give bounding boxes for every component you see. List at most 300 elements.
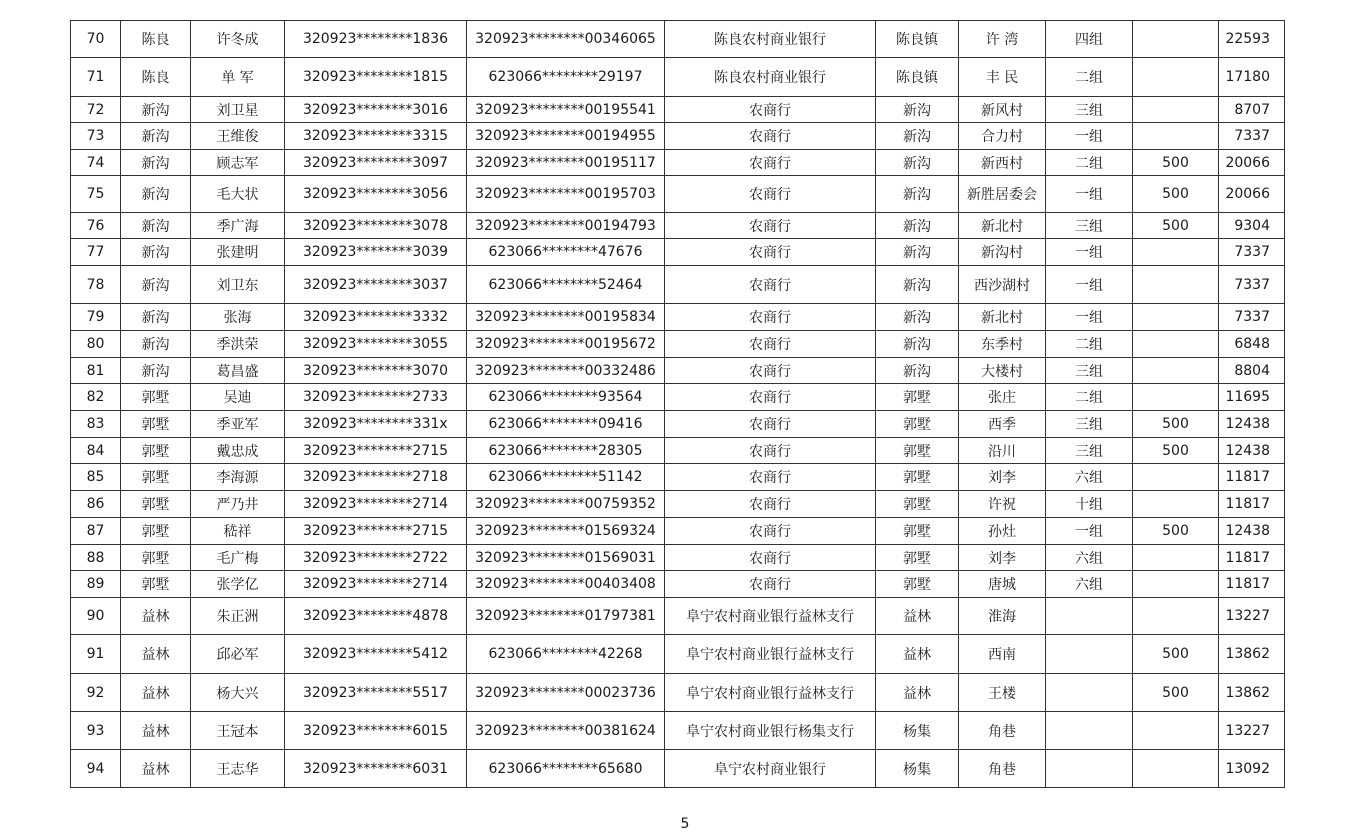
id-number-cell: 320923********2722 [285,545,467,571]
name-cell: 朱正洲 [191,598,285,635]
id-number-cell: 320923********2715 [285,438,467,464]
id-number-cell: 320923********5517 [285,674,467,712]
bank-name-cell: 农商行 [665,213,876,239]
bank-name-cell: 农商行 [665,358,876,384]
town-cell: 益林 [121,674,191,712]
township-cell: 新沟 [876,150,959,176]
township-cell: 郭墅 [876,491,959,518]
subsidy-cell [1133,304,1219,331]
id-number-cell: 320923********3070 [285,358,467,384]
town-cell: 新沟 [121,123,191,150]
town-cell: 郭墅 [121,411,191,438]
account-number-cell: 623066********47676 [467,239,665,266]
bank-name-cell: 陈良农村商业银行 [665,58,876,97]
group-cell: 三组 [1046,438,1133,464]
village-cell: 东季村 [959,331,1046,358]
bank-name-cell: 农商行 [665,239,876,266]
name-cell: 刘卫东 [191,266,285,304]
amount-cell: 11817 [1219,491,1285,518]
subsidy-cell [1133,712,1219,750]
row-number-cell: 83 [71,411,121,438]
account-number-cell: 320923********00195703 [467,176,665,213]
row-number-cell: 94 [71,750,121,788]
town-cell: 郭墅 [121,571,191,598]
town-cell: 新沟 [121,97,191,123]
account-number-cell: 320923********00195834 [467,304,665,331]
row-number-cell: 74 [71,150,121,176]
account-number-cell: 623066********09416 [467,411,665,438]
town-cell: 郭墅 [121,384,191,411]
bank-name-cell: 农商行 [665,384,876,411]
row-number-cell: 82 [71,384,121,411]
amount-cell: 7337 [1219,239,1285,266]
name-cell: 李海源 [191,464,285,491]
amount-cell: 6848 [1219,331,1285,358]
row-number-cell: 85 [71,464,121,491]
amount-cell: 13092 [1219,750,1285,788]
row-number-cell: 75 [71,176,121,213]
table-row [71,213,1285,239]
township-cell: 郭墅 [876,518,959,545]
village-cell: 王楼 [959,674,1046,712]
table-row [71,176,1285,213]
table-row [71,712,1285,750]
row-number-cell: 93 [71,712,121,750]
subsidy-cell [1133,545,1219,571]
id-number-cell: 320923********3016 [285,97,467,123]
name-cell: 嵇祥 [191,518,285,545]
id-number-cell: 320923********2714 [285,571,467,598]
account-number-cell: 623066********93564 [467,384,665,411]
township-cell: 益林 [876,598,959,635]
table-row [71,491,1285,518]
amount-cell: 20066 [1219,176,1285,213]
town-cell: 陈良 [121,58,191,97]
name-cell: 葛昌盛 [191,358,285,384]
bank-name-cell: 农商行 [665,150,876,176]
id-number-cell: 320923********3037 [285,266,467,304]
account-number-cell: 320923********01569324 [467,518,665,545]
bank-name-cell: 农商行 [665,304,876,331]
village-cell: 西沙湖村 [959,266,1046,304]
subsidy-cell [1133,123,1219,150]
amount-cell: 11695 [1219,384,1285,411]
village-cell: 新风村 [959,97,1046,123]
name-cell: 邱必军 [191,635,285,674]
group-cell [1046,635,1133,674]
account-number-cell: 320923********00195117 [467,150,665,176]
group-cell [1046,674,1133,712]
name-cell: 王志华 [191,750,285,788]
township-cell: 新沟 [876,266,959,304]
bank-name-cell: 阜宁农村商业银行益林支行 [665,674,876,712]
township-cell: 新沟 [876,304,959,331]
township-cell: 新沟 [876,176,959,213]
amount-cell: 17180 [1219,58,1285,97]
group-cell: 二组 [1046,331,1133,358]
id-number-cell: 320923********2733 [285,384,467,411]
township-cell: 新沟 [876,213,959,239]
town-cell: 新沟 [121,266,191,304]
account-number-cell: 623066********65680 [467,750,665,788]
group-cell: 一组 [1046,266,1133,304]
subsidy-cell [1133,750,1219,788]
table-row [71,358,1285,384]
id-number-cell: 320923********1836 [285,21,467,58]
table-row [71,384,1285,411]
town-cell: 新沟 [121,304,191,331]
subsidy-cell [1133,97,1219,123]
bank-name-cell: 农商行 [665,571,876,598]
township-cell: 陈良镇 [876,58,959,97]
bank-name-cell: 农商行 [665,464,876,491]
table-row [71,58,1285,97]
amount-cell: 12438 [1219,411,1285,438]
row-number-cell: 88 [71,545,121,571]
town-cell: 郭墅 [121,545,191,571]
amount-cell: 12438 [1219,438,1285,464]
name-cell: 王维俊 [191,123,285,150]
amount-cell: 9304 [1219,213,1285,239]
name-cell: 张海 [191,304,285,331]
group-cell: 一组 [1046,304,1133,331]
name-cell: 季洪荣 [191,331,285,358]
account-number-cell: 320923********00346065 [467,21,665,58]
village-cell: 角巷 [959,750,1046,788]
bank-name-cell: 阜宁农村商业银行益林支行 [665,635,876,674]
town-cell: 郭墅 [121,491,191,518]
name-cell: 季亚军 [191,411,285,438]
name-cell: 刘卫星 [191,97,285,123]
id-number-cell: 320923********6015 [285,712,467,750]
id-number-cell: 320923********3097 [285,150,467,176]
subsidy-cell: 500 [1133,176,1219,213]
account-number-cell: 320923********01569031 [467,545,665,571]
account-number-cell: 623066********42268 [467,635,665,674]
table-row [71,635,1285,674]
subsidy-cell: 500 [1133,674,1219,712]
table-row [71,331,1285,358]
amount-cell: 20066 [1219,150,1285,176]
subsidy-cell [1133,266,1219,304]
name-cell: 许冬成 [191,21,285,58]
amount-cell: 11817 [1219,545,1285,571]
name-cell: 杨大兴 [191,674,285,712]
group-cell: 十组 [1046,491,1133,518]
row-number-cell: 73 [71,123,121,150]
row-number-cell: 77 [71,239,121,266]
amount-cell: 7337 [1219,304,1285,331]
subsidy-cell [1133,384,1219,411]
subsidy-cell [1133,358,1219,384]
bank-name-cell: 农商行 [665,97,876,123]
town-cell: 新沟 [121,213,191,239]
group-cell: 二组 [1046,384,1133,411]
village-cell: 刘李 [959,464,1046,491]
village-cell: 西南 [959,635,1046,674]
village-cell: 角巷 [959,712,1046,750]
row-number-cell: 86 [71,491,121,518]
group-cell: 四组 [1046,21,1133,58]
row-number-cell: 87 [71,518,121,545]
name-cell: 季广海 [191,213,285,239]
account-number-cell: 320923********00194793 [467,213,665,239]
table-row [71,598,1285,635]
township-cell: 新沟 [876,97,959,123]
group-cell: 一组 [1046,123,1133,150]
name-cell: 单 军 [191,58,285,97]
subsidy-cell [1133,58,1219,97]
town-cell: 益林 [121,750,191,788]
row-number-cell: 76 [71,213,121,239]
table-row [71,266,1285,304]
id-number-cell: 320923********2715 [285,518,467,545]
township-cell: 郭墅 [876,571,959,598]
table-row [71,438,1285,464]
township-cell: 益林 [876,635,959,674]
town-cell: 益林 [121,635,191,674]
table-body [71,21,1285,788]
subsidy-table [70,20,1285,788]
table-row [71,304,1285,331]
table-row [71,464,1285,491]
row-number-cell: 90 [71,598,121,635]
name-cell: 顾志军 [191,150,285,176]
subsidy-cell: 500 [1133,213,1219,239]
bank-name-cell: 农商行 [665,176,876,213]
town-cell: 郭墅 [121,438,191,464]
amount-cell: 11817 [1219,464,1285,491]
village-cell: 许 湾 [959,21,1046,58]
group-cell: 六组 [1046,571,1133,598]
table-row [71,239,1285,266]
row-number-cell: 79 [71,304,121,331]
id-number-cell: 320923********2718 [285,464,467,491]
id-number-cell: 320923********6031 [285,750,467,788]
name-cell: 毛大状 [191,176,285,213]
id-number-cell: 320923********4878 [285,598,467,635]
town-cell: 新沟 [121,358,191,384]
village-cell: 新沟村 [959,239,1046,266]
town-cell: 益林 [121,712,191,750]
bank-name-cell: 农商行 [665,518,876,545]
village-cell: 新西村 [959,150,1046,176]
subsidy-cell: 500 [1133,518,1219,545]
township-cell: 新沟 [876,331,959,358]
account-number-cell: 623066********28305 [467,438,665,464]
account-number-cell: 320923********00023736 [467,674,665,712]
account-number-cell: 320923********01797381 [467,598,665,635]
group-cell: 三组 [1046,411,1133,438]
row-number-cell: 81 [71,358,121,384]
amount-cell: 13227 [1219,598,1285,635]
account-number-cell: 320923********00195672 [467,331,665,358]
village-cell: 丰 民 [959,58,1046,97]
name-cell: 严乃井 [191,491,285,518]
township-cell: 新沟 [876,239,959,266]
name-cell: 吴迪 [191,384,285,411]
township-cell: 郭墅 [876,384,959,411]
subsidy-cell [1133,491,1219,518]
group-cell: 一组 [1046,518,1133,545]
name-cell: 张建明 [191,239,285,266]
amount-cell: 7337 [1219,266,1285,304]
table-row [71,750,1285,788]
group-cell: 一组 [1046,239,1133,266]
village-cell: 许祝 [959,491,1046,518]
township-cell: 郭墅 [876,545,959,571]
subsidy-cell [1133,464,1219,491]
town-cell: 陈良 [121,21,191,58]
amount-cell: 12438 [1219,518,1285,545]
township-cell: 新沟 [876,358,959,384]
amount-cell: 8707 [1219,97,1285,123]
subsidy-cell [1133,571,1219,598]
group-cell: 三组 [1046,358,1133,384]
id-number-cell: 320923********3078 [285,213,467,239]
account-number-cell: 623066********29197 [467,58,665,97]
id-number-cell: 320923********5412 [285,635,467,674]
group-cell: 三组 [1046,213,1133,239]
table-row [71,518,1285,545]
village-cell: 刘李 [959,545,1046,571]
town-cell: 新沟 [121,331,191,358]
group-cell: 六组 [1046,545,1133,571]
account-number-cell: 320923********00381624 [467,712,665,750]
name-cell: 毛广梅 [191,545,285,571]
row-number-cell: 78 [71,266,121,304]
amount-cell: 13862 [1219,674,1285,712]
name-cell: 戴忠成 [191,438,285,464]
id-number-cell: 320923********3055 [285,331,467,358]
table-row [71,545,1285,571]
township-cell: 郭墅 [876,464,959,491]
group-cell [1046,598,1133,635]
row-number-cell: 72 [71,97,121,123]
group-cell: 六组 [1046,464,1133,491]
row-number-cell: 80 [71,331,121,358]
group-cell [1046,750,1133,788]
account-number-cell: 320923********00194955 [467,123,665,150]
id-number-cell: 320923********331x [285,411,467,438]
township-cell: 杨集 [876,712,959,750]
amount-cell: 7337 [1219,123,1285,150]
town-cell: 益林 [121,598,191,635]
id-number-cell: 320923********3056 [285,176,467,213]
account-number-cell: 320923********00332486 [467,358,665,384]
village-cell: 沿川 [959,438,1046,464]
bank-name-cell: 农商行 [665,411,876,438]
row-number-cell: 92 [71,674,121,712]
table-row [71,123,1285,150]
id-number-cell: 320923********2714 [285,491,467,518]
id-number-cell: 320923********3332 [285,304,467,331]
bank-name-cell: 农商行 [665,266,876,304]
village-cell: 大楼村 [959,358,1046,384]
bank-name-cell: 农商行 [665,123,876,150]
village-cell: 西季 [959,411,1046,438]
town-cell: 郭墅 [121,464,191,491]
town-cell: 新沟 [121,176,191,213]
row-number-cell: 71 [71,58,121,97]
group-cell: 一组 [1046,176,1133,213]
subsidy-cell: 500 [1133,150,1219,176]
table-row [71,674,1285,712]
account-number-cell: 320923********00759352 [467,491,665,518]
township-cell: 新沟 [876,123,959,150]
township-cell: 郭墅 [876,438,959,464]
table-row [71,571,1285,598]
town-cell: 郭墅 [121,518,191,545]
name-cell: 王冠本 [191,712,285,750]
township-cell: 益林 [876,674,959,712]
account-number-cell: 623066********51142 [467,464,665,491]
id-number-cell: 320923********3315 [285,123,467,150]
township-cell: 郭墅 [876,411,959,438]
row-number-cell: 91 [71,635,121,674]
town-cell: 新沟 [121,239,191,266]
subsidy-cell [1133,598,1219,635]
village-cell: 唐城 [959,571,1046,598]
village-cell: 合力村 [959,123,1046,150]
account-number-cell: 320923********00195541 [467,97,665,123]
id-number-cell: 320923********1815 [285,58,467,97]
id-number-cell: 320923********3039 [285,239,467,266]
name-cell: 张学亿 [191,571,285,598]
village-cell: 新胜居委会 [959,176,1046,213]
bank-name-cell: 陈良农村商业银行 [665,21,876,58]
amount-cell: 22593 [1219,21,1285,58]
subsidy-cell: 500 [1133,438,1219,464]
table-row [71,150,1285,176]
amount-cell: 13227 [1219,712,1285,750]
account-number-cell: 623066********52464 [467,266,665,304]
subsidy-cell: 500 [1133,411,1219,438]
account-number-cell: 320923********00403408 [467,571,665,598]
bank-name-cell: 阜宁农村商业银行杨集支行 [665,712,876,750]
group-cell: 三组 [1046,97,1133,123]
row-number-cell: 89 [71,571,121,598]
township-cell: 杨集 [876,750,959,788]
township-cell: 陈良镇 [876,21,959,58]
bank-name-cell: 农商行 [665,331,876,358]
row-number-cell: 84 [71,438,121,464]
bank-name-cell: 农商行 [665,438,876,464]
bank-name-cell: 阜宁农村商业银行 [665,750,876,788]
group-cell: 二组 [1046,58,1133,97]
page-number: 5 [680,816,690,832]
amount-cell: 11817 [1219,571,1285,598]
table-row [71,21,1285,58]
village-cell: 新北村 [959,304,1046,331]
subsidy-cell [1133,331,1219,358]
village-cell: 张庄 [959,384,1046,411]
subsidy-cell: 500 [1133,635,1219,674]
town-cell: 新沟 [121,150,191,176]
row-number-cell: 70 [71,21,121,58]
bank-name-cell: 农商行 [665,491,876,518]
group-cell: 二组 [1046,150,1133,176]
table-row [71,97,1285,123]
amount-cell: 8804 [1219,358,1285,384]
table-row [71,411,1285,438]
group-cell [1046,712,1133,750]
amount-cell: 13862 [1219,635,1285,674]
bank-name-cell: 农商行 [665,545,876,571]
bank-name-cell: 阜宁农村商业银行益林支行 [665,598,876,635]
subsidy-cell [1133,21,1219,58]
village-cell: 淮海 [959,598,1046,635]
